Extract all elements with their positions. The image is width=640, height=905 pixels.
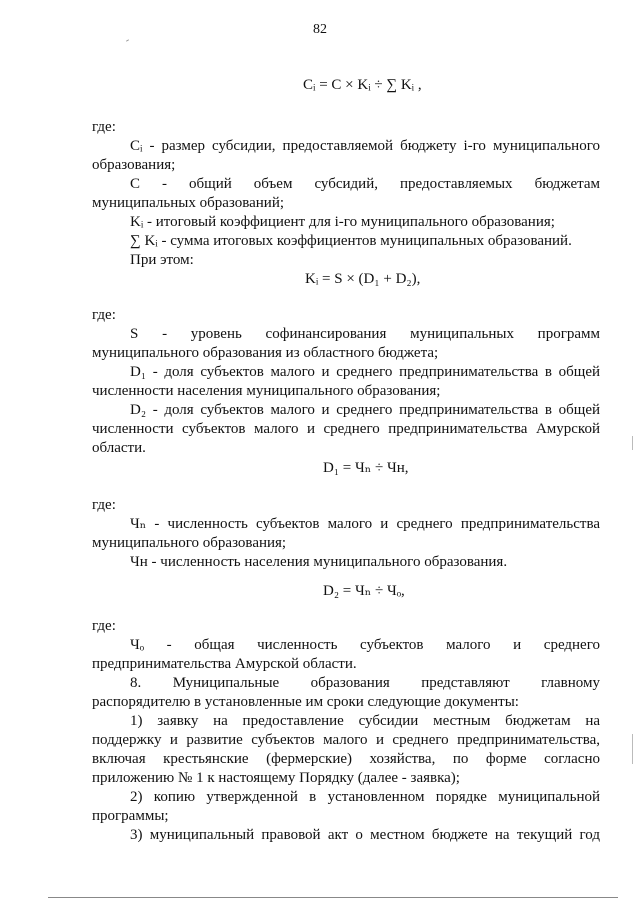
text-line: предпринимательства Амурской области. bbox=[92, 656, 357, 672]
text-line: 3) муниципальный правовой акт о местном бюджете на текущий год bbox=[130, 827, 600, 843]
text-line: образования; bbox=[92, 157, 176, 173]
where-label: где: bbox=[92, 307, 116, 323]
formula-ci: Cᵢ = C × Kᵢ ÷ ∑ Kᵢ , bbox=[303, 77, 422, 93]
where-block-3 bbox=[92, 496, 600, 572]
text-line: ∑ Kᵢ - сумма итоговых коэффициентов муниципальных образований. bbox=[130, 233, 572, 249]
where-block-1 bbox=[92, 118, 600, 270]
text-line: поддержку и развитие субъектов малого и среднего предпринимательства, bbox=[92, 732, 600, 748]
formula-d2: D₂ = Чₙ ÷ Чₒ, bbox=[323, 583, 405, 599]
text-line: При этом: bbox=[130, 252, 194, 268]
text-line: D₂ - доля субъектов малого и среднего предпринимательства в общей bbox=[130, 402, 600, 418]
text-line: численности населения муниципального образования; bbox=[92, 383, 441, 399]
where-block-2 bbox=[92, 306, 600, 458]
formula-d1: D₁ = Чₙ ÷ Чн, bbox=[323, 460, 409, 476]
text-line: области. bbox=[92, 440, 146, 456]
where-label: где: bbox=[92, 119, 116, 135]
scan-edge-mark bbox=[632, 436, 633, 450]
text-line: Чн - численность населения муниципального образования. bbox=[130, 554, 508, 570]
text-line: Cᵢ - размер субсидии, предоставляемой бюджету i-го муниципального bbox=[130, 138, 600, 154]
where-block-4 bbox=[92, 617, 600, 845]
text-line: Чₙ - численность субъектов малого и среднего предпринимательства bbox=[130, 516, 600, 532]
page-number: 82 bbox=[313, 22, 327, 37]
text-line: численности субъектов малого и среднего предпринимательства Амурской bbox=[92, 421, 600, 437]
text-line: муниципальных образований; bbox=[92, 195, 285, 211]
text-line: 2) копию утвержденной в установленном порядке муниципальной bbox=[130, 789, 600, 805]
where-label: где: bbox=[92, 497, 116, 513]
text-line: D₁ - доля субъектов малого и среднего предпринимательства в общей bbox=[130, 364, 600, 380]
text-line: 1) заявку на предоставление субсидии местным бюджетам на bbox=[130, 713, 600, 729]
text-line: Чₒ - общая численность субъектов малого и среднего bbox=[130, 637, 600, 653]
scan-bottom-edge bbox=[48, 897, 618, 898]
text-line: программы; bbox=[92, 808, 169, 824]
scan-speck bbox=[126, 39, 129, 41]
text-line: включая крестьянские (фермерские) хозяйства, по форме согласно bbox=[92, 751, 600, 767]
text-line: 8. Муниципальные образования представляют главному bbox=[130, 675, 600, 691]
text-line: муниципального образования из областного бюджета; bbox=[92, 345, 439, 361]
scan-edge-mark bbox=[632, 734, 633, 764]
formula-ki: Kᵢ = S × (D₁ + D₂), bbox=[305, 271, 421, 287]
text-line: S - уровень софинансирования муниципальных программ bbox=[130, 326, 600, 342]
where-label: где: bbox=[92, 618, 116, 634]
text-line: распорядителю в установленные им сроки следующие документы: bbox=[92, 694, 519, 710]
text-line: C - общий объем субсидий, предоставляемых бюджетам bbox=[130, 176, 600, 192]
text-line: муниципального образования; bbox=[92, 535, 287, 551]
text-line: приложению № 1 к настоящему Порядку (далее - заявка); bbox=[92, 770, 460, 786]
text-line: Kᵢ - итоговый коэффициент для i-го муниципального образования; bbox=[130, 214, 555, 230]
